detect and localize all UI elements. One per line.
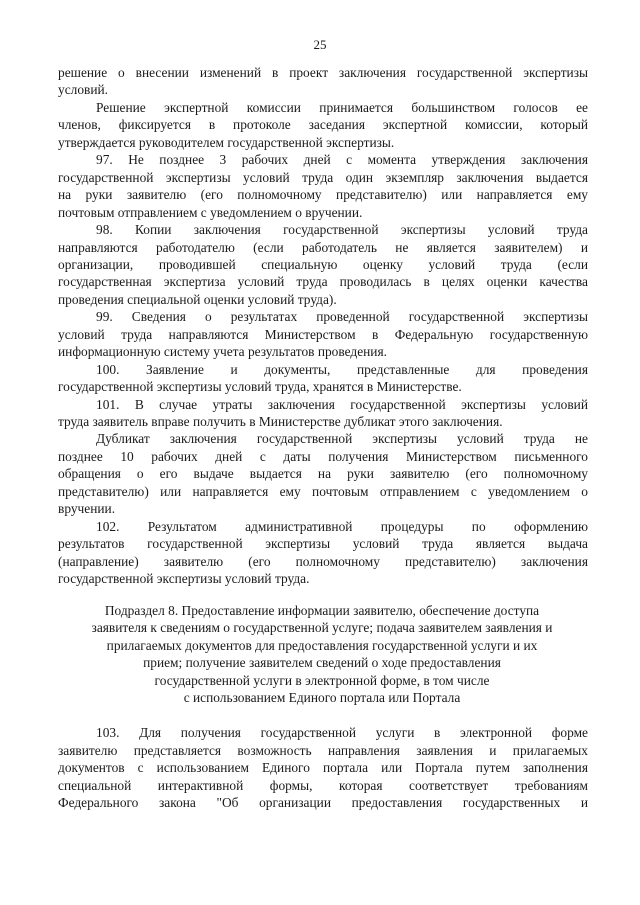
text-line: решение о внесении изменений в проект заключения государственной экспертизы (58, 65, 588, 80)
text-line: Федерального закона "Об организации предоставления государственных и (58, 795, 588, 811)
text-line: направляются работодателю (если работодатель не является заявителем) и (58, 239, 588, 255)
text-line: почтовым отправлением с уведомлением о вручении. (58, 204, 363, 220)
text-line: государственной экспертизы условий труда. (58, 571, 310, 587)
text-line: 100. Заявление и документы, представленные для проведения (96, 361, 588, 377)
text-line: результатов государственной экспертизы условий труда является выдача (58, 536, 588, 552)
text-line: 103. Для получения государственной услуги в электронной форме (96, 725, 588, 740)
text-line: государственной экспертизы условий труда один экземпляр заключения выдается (58, 169, 588, 185)
heading-line: Подраздел 8. Предоставление информации заявителю, обеспечение доступа (104, 603, 540, 618)
heading-line: с использованием Единого портала или Портала (183, 690, 461, 705)
heading-line: прилагаемых документов для предоставления государственной услуги и их (106, 637, 538, 653)
text-line: представителю) или направляется ему почтовым отправлением с уведомлением о (58, 483, 588, 499)
text-line: государственной экспертизы условий труда, хранятся в Министерстве. (58, 379, 462, 395)
heading-line: прием; получение заявителем сведений о ходе предоставления (143, 655, 501, 671)
text-line: условий труда направляются Министерством в Федеральную государственную (58, 326, 588, 342)
text-line: Дубликат заключения государственной экспертизы условий труда не (96, 431, 588, 447)
text-line: организации, проводившей специальную оценку условий труда (если (58, 256, 588, 272)
text-line: утверждается руководителем государственной экспертизы. (58, 134, 395, 150)
text-line: вручении. (58, 501, 116, 517)
text-line: труда заявитель вправе получить в Министерстве дубликат этого заключения. (58, 414, 503, 429)
text-line: позднее 10 рабочих дней с даты получения Министерством письменного (58, 448, 588, 464)
text-line: 102. Результатом административной процедуры по оформлению (96, 518, 588, 534)
text-line: Решение экспертной комиссии принимается большинством голосов ее (96, 99, 588, 115)
text-line: специальной интерактивной формы, которая соответствует требованиям (58, 777, 588, 793)
text-line: информационную систему учета результатов проведения. (58, 344, 387, 360)
text-line: документов с использованием Единого портала или Портала путем заполнения (58, 760, 588, 776)
text-line: 97. Не позднее 3 рабочих дней с момента утверждения заключения (96, 152, 588, 168)
text-line: проведения специальной оценки условий труда). (58, 291, 337, 307)
text-line: условий. (58, 82, 109, 98)
text-line: 101. В случае утраты заключения государственной экспертизы условий (96, 396, 588, 412)
page-number: 25 (313, 37, 327, 52)
text-line: обращения о его выдаче выдается на руки заявителю (его полномочному (58, 466, 588, 482)
heading-line: государственной услуги в электронной форме, в том числе (154, 672, 490, 688)
text-line: на руки заявителю (его полномочному представителю) или направляется ему (58, 187, 588, 203)
text-line: 99. Сведения о результатах проведенной государственной экспертизы (96, 309, 588, 325)
text-line: государственная экспертиза условий труда проводилась в целях оценки качества (58, 274, 588, 290)
text-line: членов, фиксируется в протоколе заседания экспертной комиссии, который (58, 117, 588, 133)
text-line: 98. Копии заключения государственной экспертизы условий труда (96, 222, 588, 238)
text-line: заявителю представляется возможность направления заявления и прилагаемых (58, 742, 588, 758)
text-line: (направление) заявителю (его полномочному представителю) заключения (58, 553, 588, 569)
heading-line: заявителя к сведениям о государственной услуге; подача заявителем заявления и (91, 620, 553, 636)
